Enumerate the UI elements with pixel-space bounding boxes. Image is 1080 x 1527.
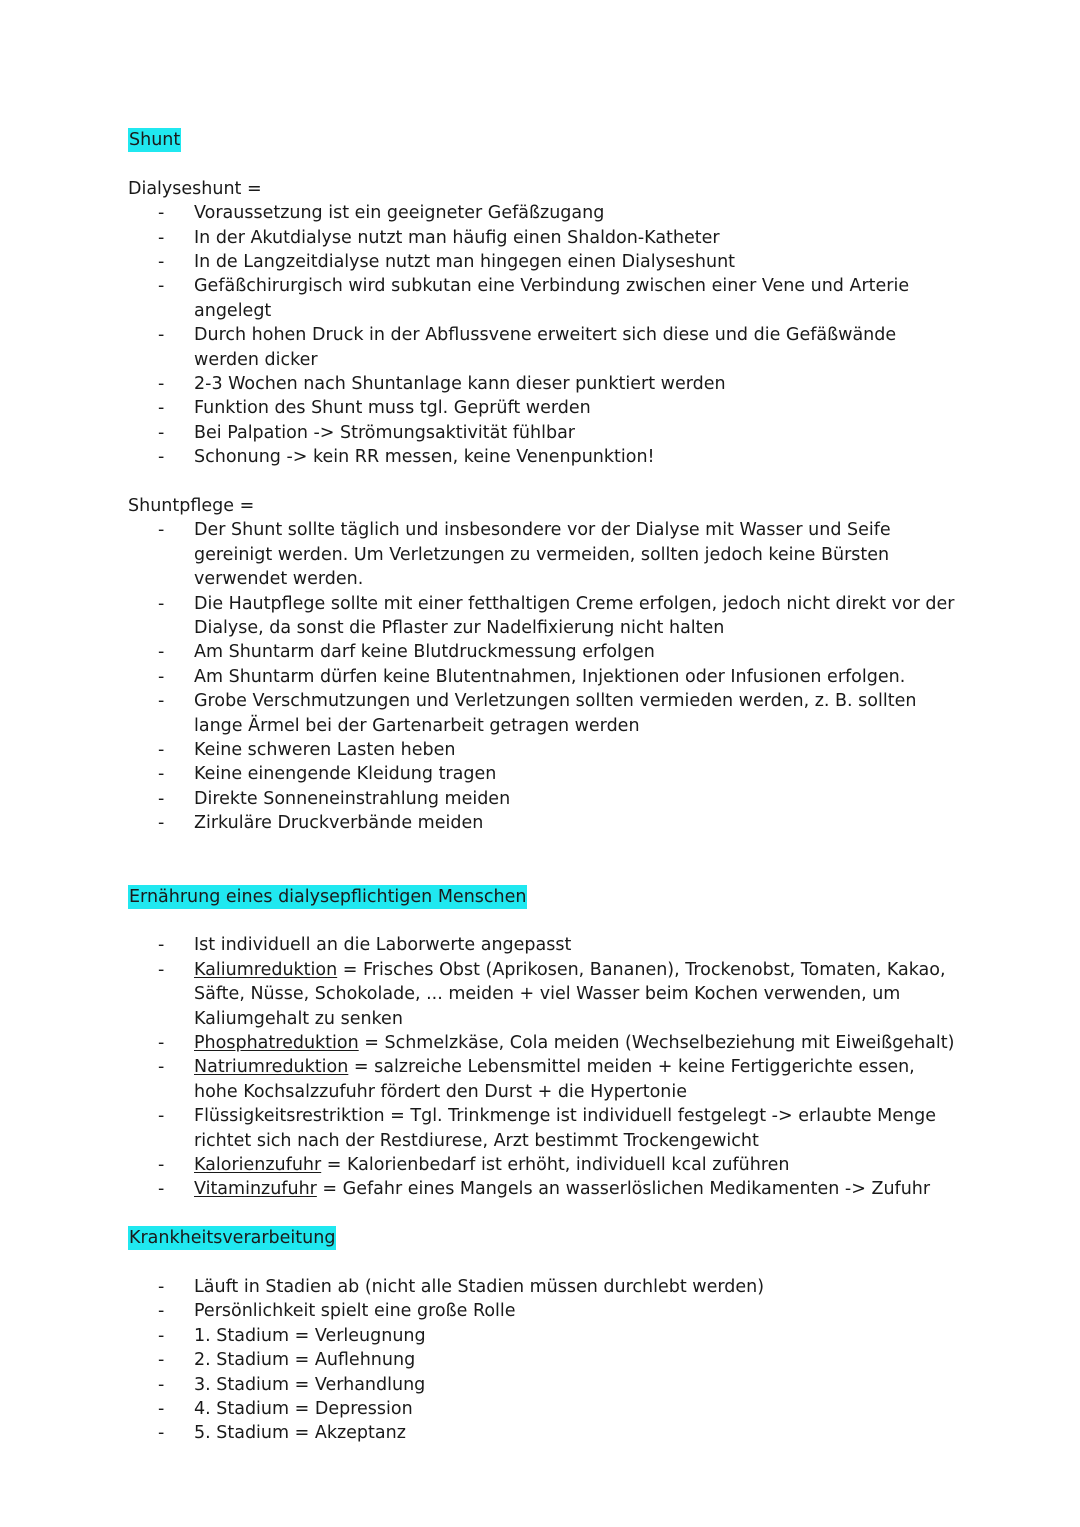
section-heading-shunt: [128, 128, 958, 152]
term: Vitaminzufuhr: [194, 1179, 317, 1200]
list-item: - 1. Stadium = Verleugnung: [128, 1324, 958, 1348]
list-item: - Persönlichkeit spielt eine große Rolle: [128, 1299, 958, 1323]
list-item: - 2-3 Wochen nach Shuntanlage kann dieser punktiert werden: [128, 372, 958, 396]
term: Kaliumreduktion: [194, 959, 338, 980]
dialyseshunt-list: [128, 201, 958, 469]
term: Natriumreduktion: [194, 1057, 349, 1078]
list-item: - Kaliumreduktion = Frisches Obst (Aprikosen, Bananen), Trockenobst, Tomaten, Kakao, Säfte, Nüsse, Schokolade, ... meiden + viel Wasser beim Kochen verwenden, um Kaliumgehalt zu senken: [158, 959, 946, 1029]
bullet: -: [158, 1276, 165, 1297]
bullet: -: [158, 374, 165, 395]
bullet: -: [158, 959, 165, 980]
bullet: -: [158, 520, 165, 541]
dialyseshunt-label: Dialyseshunt =: [128, 178, 262, 199]
bullet: -: [158, 813, 165, 834]
heading-highlight: Krankheitsverarbeitung: [129, 1228, 336, 1249]
list-item: - 2. Stadium = Auflehnung: [128, 1348, 958, 1372]
krankheit-list: [128, 1275, 958, 1446]
list-item: - Kalorienzufuhr = Kalorienbedarf ist erhöht, individuell kcal zuführen: [128, 1153, 958, 1177]
bullet: -: [158, 1106, 165, 1127]
list-item: - Phosphatreduktion = Schmelzkäse, Cola meiden (Wechselbeziehung mit Eiweißgehalt): [128, 1031, 958, 1055]
bullet: -: [158, 227, 165, 248]
bullet: -: [158, 1350, 165, 1371]
bullet: -: [158, 398, 165, 419]
list-item: - In de Langzeitdialyse nutzt man hingegen einen Dialyseshunt: [128, 250, 958, 274]
list-item: - Läuft in Stadien ab (nicht alle Stadien müssen durchlebt werden): [128, 1275, 958, 1299]
list-item: - Vitaminzufuhr = Gefahr eines Mangels an wasserlöslichen Medikamenten -> Zufuhr: [128, 1177, 958, 1201]
bullet: -: [158, 1423, 165, 1444]
list-item: - Voraussetzung ist ein geeigneter Gefäßzugang: [128, 201, 958, 225]
list-item: - Die Hautpflege sollte mit einer fetthaltigen Creme erfolgen, jedoch nicht direkt vor der Dialyse, da sonst die Pflaster zur Nadelfixierung nicht halten: [158, 593, 955, 639]
bullet: -: [158, 1325, 165, 1346]
bullet: -: [158, 1154, 165, 1175]
list-item: - In der Akutdialyse nutzt man häufig einen Shaldon-Katheter: [128, 226, 958, 250]
list-item: - Schonung -> kein RR messen, keine Venenpunktion!: [128, 445, 958, 469]
bullet: -: [158, 276, 165, 297]
list-item: - Keine einengende Kleidung tragen: [128, 762, 958, 786]
ernaehrung-list: [128, 933, 958, 1201]
bullet: -: [158, 251, 165, 272]
bullet: -: [158, 1057, 165, 1078]
list-item: - Funktion des Shunt muss tgl. Geprüft werden: [128, 396, 958, 420]
section-heading-ernaehrung: [128, 885, 958, 909]
bullet: -: [158, 1374, 165, 1395]
list-item: - Der Shunt sollte täglich und insbesondere vor der Dialyse mit Wasser und Seife gereinigt werden. Um Verletzungen zu vermeiden, sollten jedoch keine Bürsten verwendet werden.: [158, 520, 891, 590]
bullet: -: [158, 788, 165, 809]
list-item: - Gefäßchirurgisch wird subkutan eine Verbindung zwischen einer Vene und Arterie angelegt: [158, 276, 910, 321]
bullet: -: [158, 447, 165, 468]
bullet: -: [158, 642, 165, 663]
bullet: -: [158, 422, 165, 443]
document-page: [128, 128, 958, 1446]
list-item: - Am Shuntarm dürfen keine Blutentnahmen, Injektionen oder Infusionen erfolgen.: [128, 665, 958, 689]
bullet: -: [158, 764, 165, 785]
bullet: -: [158, 740, 165, 761]
heading-highlight: Shunt: [129, 130, 181, 150]
bullet: -: [158, 1032, 165, 1053]
bullet: -: [158, 691, 165, 712]
list-item: - Durch hohen Druck in der Abflussvene erweitert sich diese und die Gefäßwände werden dicker: [158, 325, 897, 370]
bullet: -: [158, 1301, 165, 1322]
list-item: - Direkte Sonneneinstrahlung meiden: [128, 787, 958, 811]
bullet: -: [158, 203, 165, 224]
bullet: -: [158, 666, 165, 687]
list-item: - 3. Stadium = Verhandlung: [128, 1373, 958, 1397]
list-item: - Zirkuläre Druckverbände meiden: [128, 811, 958, 835]
term: Phosphatreduktion: [194, 1032, 359, 1053]
list-item: - Flüssigkeitsrestriktion = Tgl. Trinkmenge ist individuell festgelegt -> erlaubte Menge richtet sich nach der Restdiurese, Arzt bestimmt Trockengewicht: [158, 1106, 936, 1151]
section-heading-krankheit: [128, 1226, 958, 1250]
heading-highlight: Ernährung eines dialysepflichtigen Menschen: [129, 886, 527, 907]
bullet: -: [158, 1179, 165, 1200]
list-item: - Bei Palpation -> Strömungsaktivität fühlbar: [128, 421, 958, 445]
list-item: - Natriumreduktion = salzreiche Lebensmittel meiden + keine Fertiggerichte essen, hohe Kochsalzzufuhr fördert den Durst + die Hypertonie: [158, 1057, 915, 1102]
bullet: -: [158, 935, 165, 956]
bullet: -: [158, 325, 165, 346]
shuntpflege-label: Shuntpflege =: [128, 496, 255, 517]
list-item: - 5. Stadium = Akzeptanz: [128, 1421, 958, 1445]
list-item: - Grobe Verschmutzungen und Verletzungen sollten vermieden werden, z. B. sollten lange Ärmel bei der Gartenarbeit getragen werden: [158, 691, 917, 736]
list-item: - 4. Stadium = Depression: [128, 1397, 958, 1421]
list-item: - Am Shuntarm darf keine Blutdruckmessung erfolgen: [128, 640, 958, 664]
term: Kalorienzufuhr: [194, 1154, 322, 1175]
shuntpflege-list: [128, 518, 958, 835]
list-item: - Ist individuell an die Laborwerte angepasst: [128, 933, 958, 957]
bullet: -: [158, 593, 165, 614]
bullet: -: [158, 1398, 165, 1419]
list-item: - Keine schweren Lasten heben: [128, 738, 958, 762]
